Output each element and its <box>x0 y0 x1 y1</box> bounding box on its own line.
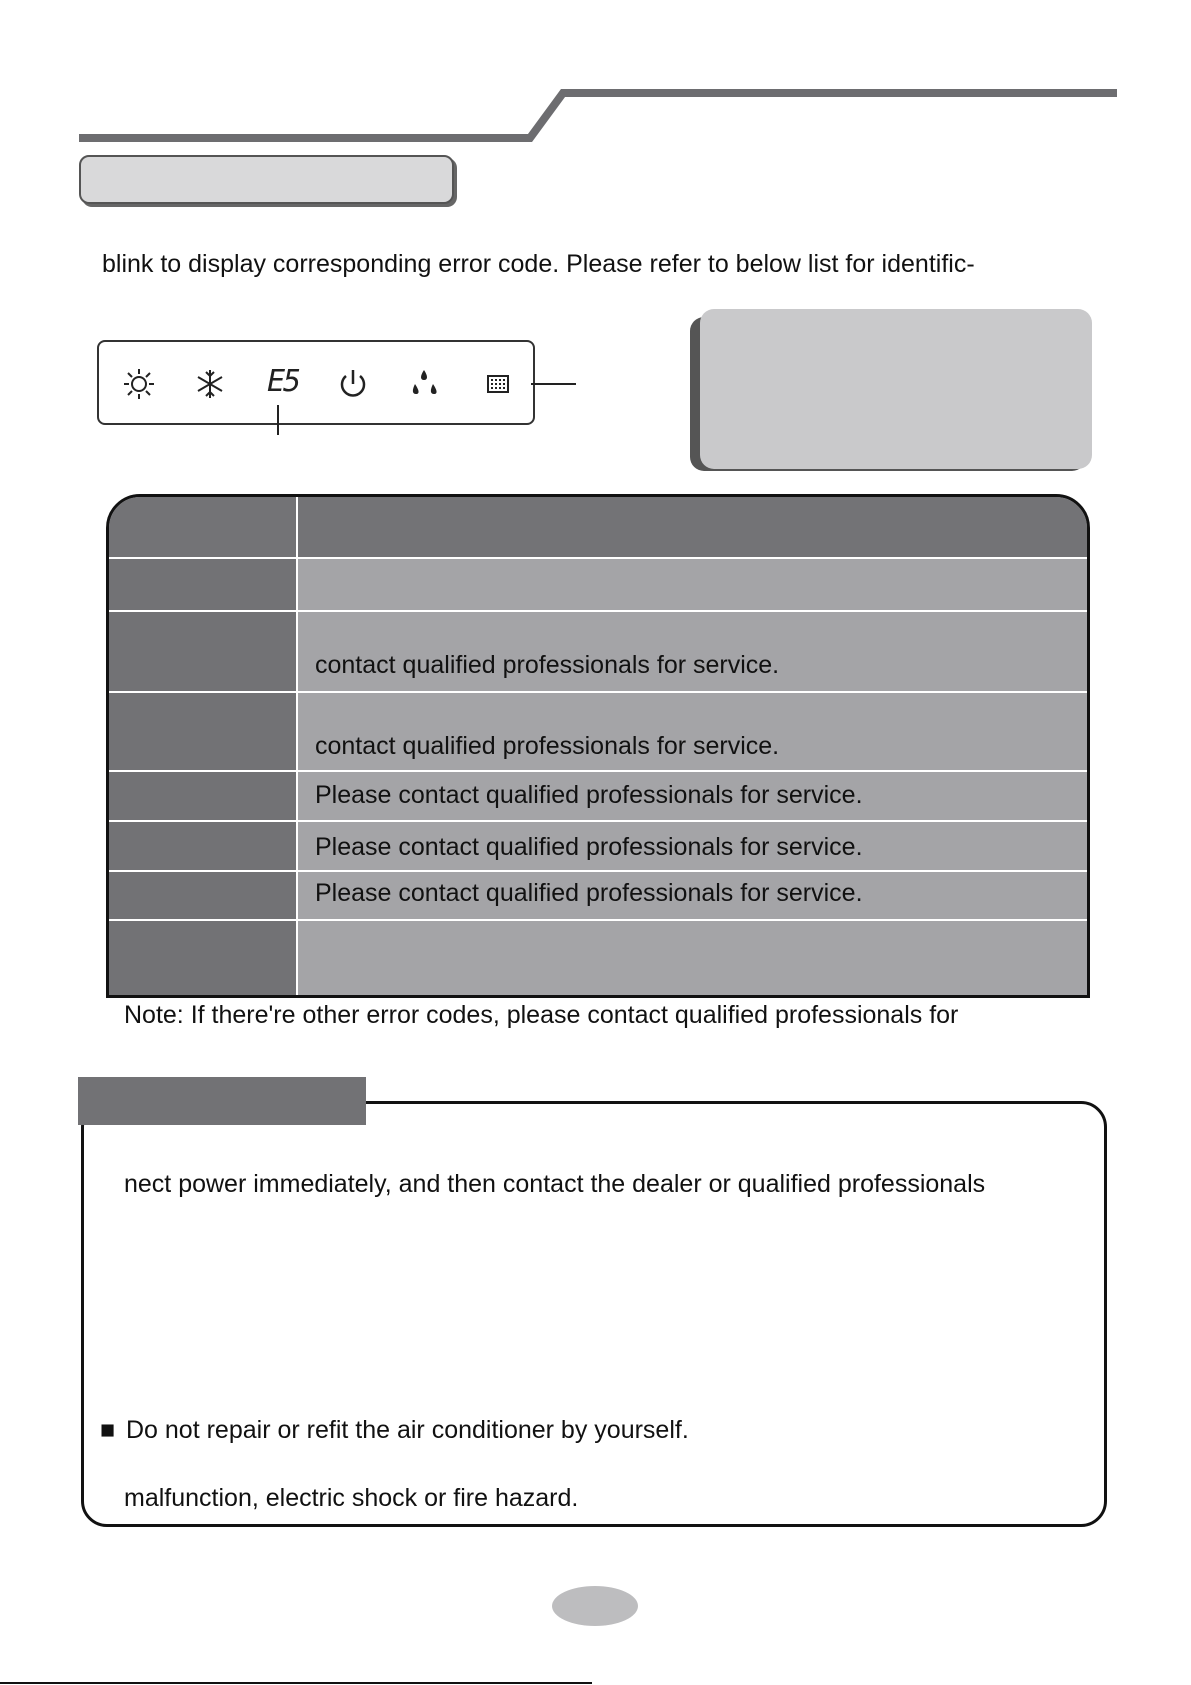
row-description: contact qualified professionals for service. <box>315 651 780 679</box>
warning-bullet: ■ <box>100 1416 116 1444</box>
warning-title-tab <box>78 1077 366 1125</box>
row-description: Please contact qualified professionals for service. <box>315 781 863 809</box>
table-header <box>109 497 1087 557</box>
column-divider <box>296 497 298 995</box>
warning-box <box>81 1101 1107 1527</box>
error-code-display: E5 <box>266 364 300 399</box>
note-text: Note: If there're other error codes, please contact qualified professionals for <box>124 1001 959 1029</box>
table-row <box>109 820 1087 870</box>
footer-rule <box>0 1682 592 1684</box>
table-row <box>109 691 1087 770</box>
callout-box <box>690 309 1092 471</box>
warning-line: malfunction, electric shock or fire hazard. <box>124 1484 579 1512</box>
table-row <box>109 557 1087 610</box>
row-description: Please contact qualified professionals for service. <box>315 833 863 861</box>
table-row <box>109 870 1087 919</box>
table-row <box>109 770 1087 820</box>
warning-line: Do not repair or refit the air conditioner by yourself. <box>126 1416 689 1444</box>
table-row <box>109 610 1087 691</box>
error-code-table <box>106 494 1090 998</box>
warning-line: nect power immediately, and then contact the dealer or qualified professionals <box>124 1170 986 1198</box>
table-row <box>109 919 1087 995</box>
intro-text: blink to display corresponding error code. Please refer to below list for identific- <box>102 250 975 278</box>
row-description: Please contact qualified professionals for service. <box>315 879 863 907</box>
row-description: contact qualified professionals for service. <box>315 732 780 760</box>
page-number-badge <box>552 1586 638 1626</box>
callout-face <box>700 309 1092 469</box>
